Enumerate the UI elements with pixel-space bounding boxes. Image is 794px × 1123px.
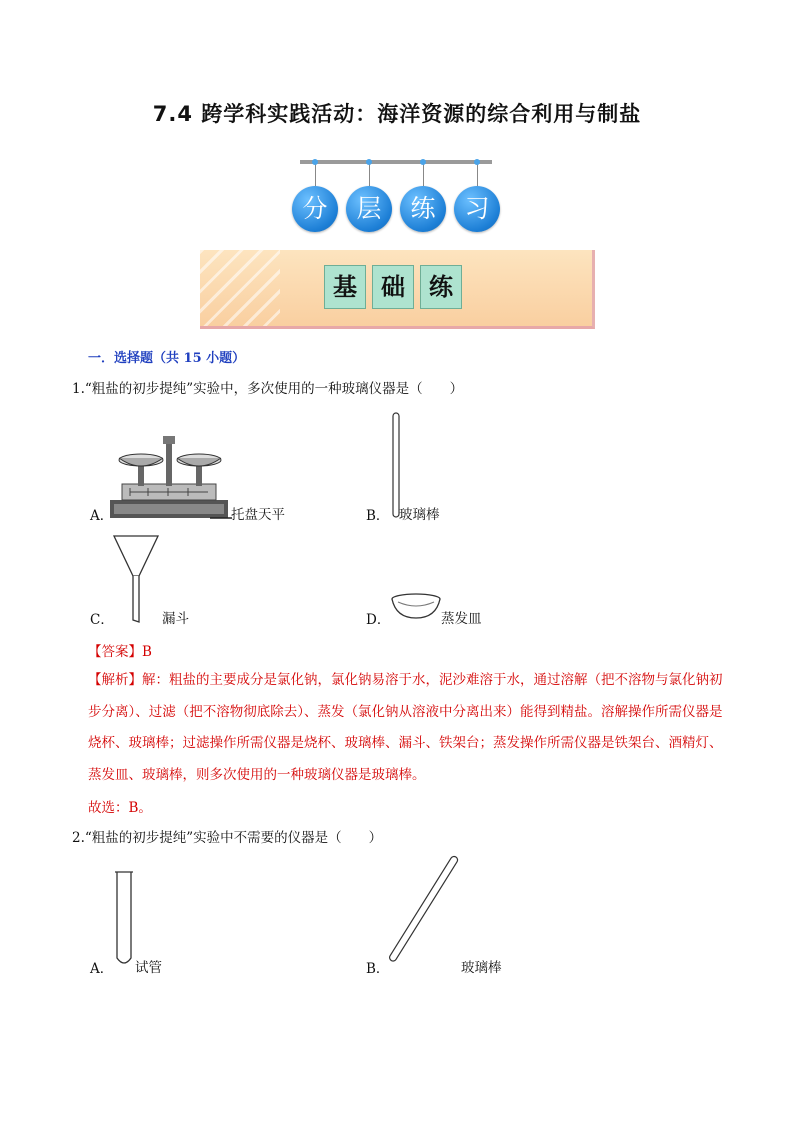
option-label: 蒸发皿 xyxy=(441,611,482,627)
test-tube-icon xyxy=(113,870,135,970)
hanger-bar xyxy=(300,160,492,164)
hanger-dot xyxy=(366,159,372,165)
badge-char: 层 xyxy=(346,186,392,232)
hanger-dot xyxy=(420,159,426,165)
banner-stripes xyxy=(200,250,280,326)
banner-char: 练 xyxy=(420,265,462,309)
badge-char: 习 xyxy=(454,186,500,232)
hanger-dot xyxy=(312,159,318,165)
conclusion: 故选：B。 xyxy=(88,800,152,816)
option-letter: C． xyxy=(90,612,114,628)
question-stem: 1.“粗盐的初步提纯”实验中，多次使用的一种玻璃仪器是（ ） xyxy=(72,381,464,397)
balance-icon xyxy=(108,436,234,520)
page-title: 7.4 跨学科实践活动：海洋资源的综合利用与制盐 xyxy=(152,102,642,126)
hanger-string xyxy=(423,164,424,186)
banner-char: 基 xyxy=(324,265,366,309)
hanger-string xyxy=(477,164,478,186)
hanger-string xyxy=(369,164,370,186)
analysis: 【解析】解：粗盐的主要成分是氯化钠，氯化钠易溶于水，泥沙难溶于水，通过溶解（把不溶物与氯化钠初步分离）、过滤（把不溶物彻底除去）、蒸发（氯化钠从溶液中分离出来）能得到精盐。溶解操作所需仪器是烧杯、玻璃棒；过滤操作所需仪器是烧杯、玻璃棒、漏斗、铁架台；蒸发操作所需仪器是铁架台、酒精灯、蒸发皿、玻璃棒，则多次使用的一种玻璃仪器是玻璃棒。 xyxy=(88,672,723,783)
option-letter: D． xyxy=(366,612,391,628)
hanger-dot xyxy=(474,159,480,165)
option-letter: B． xyxy=(366,961,390,977)
option-label: 漏斗 xyxy=(162,611,189,627)
option-letter: A． xyxy=(90,961,114,977)
funnel-icon xyxy=(112,534,162,624)
option-letter: B． xyxy=(366,508,390,524)
answer: 【答案】B xyxy=(88,644,152,660)
evaporating-dish-icon xyxy=(390,592,442,620)
badge-char: 分 xyxy=(292,186,338,232)
banner-char: 础 xyxy=(372,265,414,309)
option-letter: A． xyxy=(90,508,114,524)
option-label: 托盘天平 xyxy=(231,507,285,523)
badge-char: 练 xyxy=(400,186,446,232)
glass-rod-icon xyxy=(386,848,462,970)
hanger-string xyxy=(315,164,316,186)
option-label: 玻璃棒 xyxy=(399,507,440,523)
option-label: 试管 xyxy=(135,960,162,976)
question-stem: 2.“粗盐的初步提纯”实验中不需要的仪器是（ ） xyxy=(72,830,383,846)
option-label: 玻璃棒 xyxy=(461,960,502,976)
section-heading: 一．选择题（共 15 小题） xyxy=(88,351,246,366)
